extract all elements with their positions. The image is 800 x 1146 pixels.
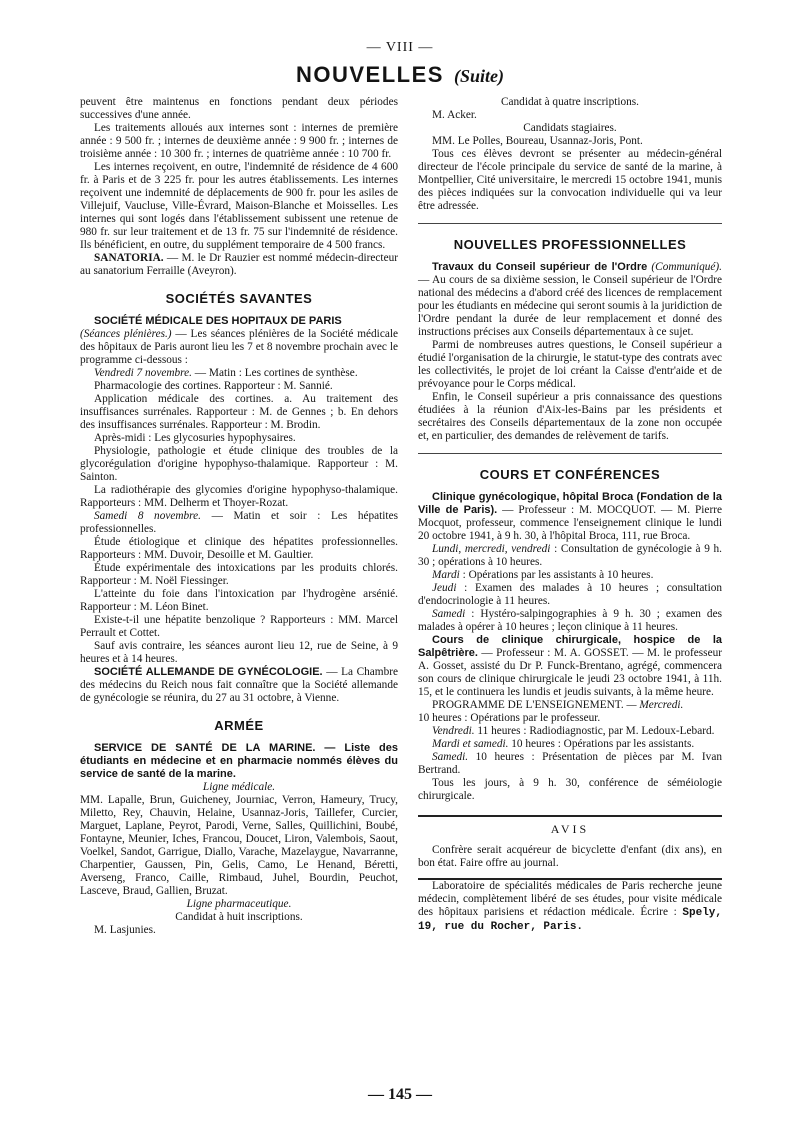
smh-item: Pharmacologie des cortines. Rapporteur : M. Sannié.: [94, 380, 333, 392]
smh-item: Physiologie, pathologie et étude clinique des troubles de la glycorégulation d'origine hypophyso-thalamique. Rapporteur : M. Sainton.: [80, 445, 398, 483]
page-title: [0, 62, 800, 88]
salpetriere-paragraph: Cours de clinique chirurgicale, hospice de la Salpêtrière. — Professeur : M. A. GOSSET. — M. le professeur A. Gosset, assisté du Dr P. Funck-Brentano, agrégé, commencera son cours de clinique chirurgicale le jeudi 23 octobre 1941, à 11h. 15, et le continuera les lundis et jeudis suivants, à la même heure.: [418, 634, 722, 698]
broca-schedule-item: Mardi : Opérations par les assistants à 10 heures.: [432, 569, 654, 581]
programme-first: 10 heures : Opérations par le professeur.: [418, 712, 601, 724]
section-heading-societes: SOCIÉTÉS SAVANTES: [165, 291, 313, 306]
ligne-medicale-label: Ligne médicale.: [202, 781, 276, 793]
marine-title: SERVICE DE SANTÉ DE LA MARINE. — Liste des étudiants en médecine et en pharmacie nommés élèves du service de santé de la marine.: [80, 742, 398, 780]
ligne-medicale-names: MM. Lapalle, Brun, Guicheney, Journiac, Verron, Hameury, Trucy, Miletto, Rey, Chauvin, Helaine, Usannaz-Joris, Taillefer, Curcier, Marguet, Laplane, Peyrot, Parodi, Verne, Salles, Quillichini, Boubé, Fontayne, Meunier, Iches, Francou, Doucet, Liron, Valembois, Saout, Voelkel, Sandot, Garrigue, Diallo, Varache, Mazelaygue, Navarranne, Charpentier, Gaussen, Pin, Gelis, Camo, Le Henand, Béretti, Averseng, Franco, Caille, Rimbaud, Juhel, Bourdin, Peuchot, Lasceve, Braud, Gallien, Bruzat.: [80, 794, 398, 897]
broca-schedule-item: Jeudi : Examen des malades à 10 heures ; consultation d'endocrinologie à 11 heures.: [418, 582, 722, 607]
ligne-pharma-label: Ligne pharmaceutique.: [186, 898, 292, 910]
smh-item: Étude expérimentale des intoxications par les produits chlorés. Rapporteur : M. Noël Fiessinger.: [80, 562, 398, 587]
smh-intro: (Séances plénières.) — Les séances plénières de la Société médicale des hôpitaux de Paris auront lieu les 7 et 8 novembre prochain avec le programme ci-dessous :: [80, 328, 398, 366]
smh-item: L'atteinte du foie dans l'intoxication par l'hydrogène arsénié. Rapporteur : M. Léon Binet.: [80, 588, 398, 613]
title-main: NOUVELLES: [296, 62, 444, 87]
sanatoria-text: — M. le Dr Rauzier est nommé médecin-directeur au sanatorium Ferraille (Aveyron).: [80, 252, 398, 277]
ordre-paragraph: Enfin, le Conseil supérieur a pris connaissance des questions étudiées à la réunion d'Aix-les-Bains par les présidents et secrétaires des Conseils départementaux de la zone non occupée et, en particulier, des demandes de relèvement de tarifs.: [418, 391, 722, 442]
section-heading-cours: COURS ET CONFÉRENCES: [479, 467, 661, 482]
internes-paragraph: Les traitements alloués aux internes sont : internes de première année : 9 500 fr. ; internes de deuxième année : 9 900 fr. ; internes de troisième année : 10 300 fr. ; internes de quatrième année : 10 700 fr.: [80, 122, 398, 160]
divider: [418, 453, 722, 454]
left-column: [80, 96, 398, 937]
salp-schedule-item: Vendredi. 11 heures : Radiodiagnostic, par M. Ledoux-Lebard.: [432, 725, 715, 737]
salp-end: Tous les jours, à 9 h. 30, conférence de séméiologie chirurgicale.: [418, 777, 722, 802]
internes-paragraph: Les internes reçoivent, en outre, l'indemnité de résidence de 4 600 fr. à Paris et de 3 225 fr. pour les autres établissements. Les internes reçoivent une indemnité de déplacements de 900 fr. pour les asiles de Villejuif, Vaucluse, Ville-Évrard, Maison-Blanche et Moisselles. Les internes qui sont logés dans l'établissement subissent une retenue de 980 fr. sur leur traitement et de 13 fr. 75 sur l'indemnité de résidence. Ils bénéficient, en outre, du supplément temporaire de 4 500 francs.: [80, 161, 398, 251]
right-column: [418, 96, 722, 934]
lasjunies-name: M. Lasjunies.: [94, 924, 156, 936]
title-suffix: (Suite): [453, 66, 504, 86]
salp-schedule-item: Mardi et samedi. 10 heures : Opérations par les assistants.: [432, 738, 695, 750]
stagiaires-names: MM. Le Polles, Boureau, Usannaz-Joris, Pont.: [432, 135, 643, 147]
salp-schedule-item: Samedi. 10 heures : Présentation de pièces par M. Ivan Bertrand.: [418, 751, 722, 776]
section-heading-professionnelles: NOUVELLES PROFESSIONNELLES: [453, 237, 687, 252]
labo-ad: Laboratoire de spécialités médicales de Paris recherche jeune médecin, complètement libéré de ses études, pour visite médicale des hôpitaux parisiens et rédaction médicale. Écrire : Spely, 19, rue du Rocher, Paris.: [418, 880, 722, 933]
smh-vendredi: Vendredi 7 novembre. — Matin : Les cortines de synthèse.: [94, 367, 358, 379]
smh-item: Sauf avis contraire, les séances auront lieu 12, rue de Seine, à 9 heures et à 14 heures.: [80, 640, 398, 665]
convocation-paragraph: Tous ces élèves devront se présenter au médecin-général directeur de l'école principale du service de santé de la marine, à Montpellier, Cité universitaire, le mercredi 15 octobre 1941, munis des pièces indiquées sur la convocation individuelle qui va leur être adressée.: [418, 148, 722, 212]
candidat-huit-label: Candidat à huit inscriptions.: [175, 911, 303, 923]
candidat-quatre-label: Candidat à quatre inscriptions.: [500, 96, 640, 108]
stagiaires-label: Candidats stagiaires.: [523, 122, 617, 134]
section-heading-armee: ARMÉE: [214, 718, 264, 733]
acker-name: M. Acker.: [432, 109, 477, 121]
page-roman-numeral: — VIII —: [366, 40, 434, 55]
internes-paragraph: peuvent être maintenus en fonctions pendant deux périodes successives d'une année.: [80, 96, 398, 121]
broca-schedule-item: Lundi, mercredi, vendredi : Consultation de gynécologie à 9 h. 30 ; opérations à 10 heures.: [418, 543, 722, 568]
avis-title: AVIS: [550, 822, 590, 836]
ordre-paragraph: Travaux du Conseil supérieur de l'Ordre (Communiqué). — Au cours de sa dixième session, le Conseil supérieur de l'Ordre national des médecins a d'abord créé des licences de remplacement pour les étudiants en médecine qui seront soumis à la juridiction de l'Ordre pendant la durée de leur remplacement et donné des instructions précises aux Conseils départementaux à ce sujet.: [418, 261, 723, 338]
programme-line: PROGRAMME DE L'ENSEIGNEMENT. — Mercredi.: [432, 699, 684, 711]
page-number: — 145 —: [368, 1086, 432, 1103]
broca-paragraph: Clinique gynécologique, hôpital Broca (Fondation de la Ville de Paris). — Professeur : M. MOCQUOT. — M. Pierre Mocquot, professeur, commence l'enseignement clinique le lundi 20 octobre 1941, à 9 h. 30, à l'hôpital Broca, 111, rue Broca.: [418, 491, 722, 542]
ordre-paragraph: Parmi de nombreuses autres questions, le Conseil supérieur a étudié l'organisation de la chirurgie, le statut-type des contrats avec les collectivités, le projet de loi créant la Caisse d'entr'aide et de prévoyance pour le Corps médical.: [418, 339, 722, 390]
broca-schedule-item: Samedi : Hystéro-salpingographies à 9 h. 30 ; examen des malades à opérer à 10 heures ; leçon clinique à 11 heures.: [418, 608, 722, 633]
avis-box: [418, 815, 722, 880]
smh-samedi: Samedi 8 novembre. — Matin et soir : Les hépatites professionnelles.: [80, 510, 398, 535]
smh-item: La radiothérapie des glycomies d'origine hypophyso-thalamique. Rapporteurs : MM. Delherm et Thoyer-Rozat.: [80, 484, 398, 509]
divider: [418, 223, 722, 224]
smh-item: Existe-t-il une hépatite benzolique ? Rapporteurs : MM. Marcel Perrault et Cottet.: [80, 614, 398, 639]
sanatoria-label: SANATORIA.: [94, 252, 164, 264]
sanatoria-paragraph: [80, 252, 398, 278]
smh-item: Après-midi : Les glycosuries hypophysaires.: [94, 432, 296, 444]
avis-text: Confrère serait acquéreur de bicyclette d'enfant (dix ans), en bon état. Faire offre au journal.: [418, 844, 722, 869]
smh-item: Étude étiologique et clinique des hépatites professionnelles. Rapporteurs : MM. Duvoir, Desoille et M. Gaultier.: [80, 536, 398, 561]
smh-title: SOCIÉTÉ MÉDICALE DES HOPITAUX DE PARIS: [94, 315, 342, 327]
sag-paragraph: SOCIÉTÉ ALLEMANDE DE GYNÉCOLOGIE. — La Chambre des médecins du Reich nous fait connaître que la Société allemande de gynécologie se réunira, du 27 au 31 octobre, à Vienne.: [80, 666, 398, 704]
smh-item: Application médicale des cortines. a. Au traitement des insuffisances surrénales. Rapporteur : M. de Gennes ; b. En dehors des insuffisances surrénales. Rapporteur : M. Brodin.: [80, 393, 398, 431]
